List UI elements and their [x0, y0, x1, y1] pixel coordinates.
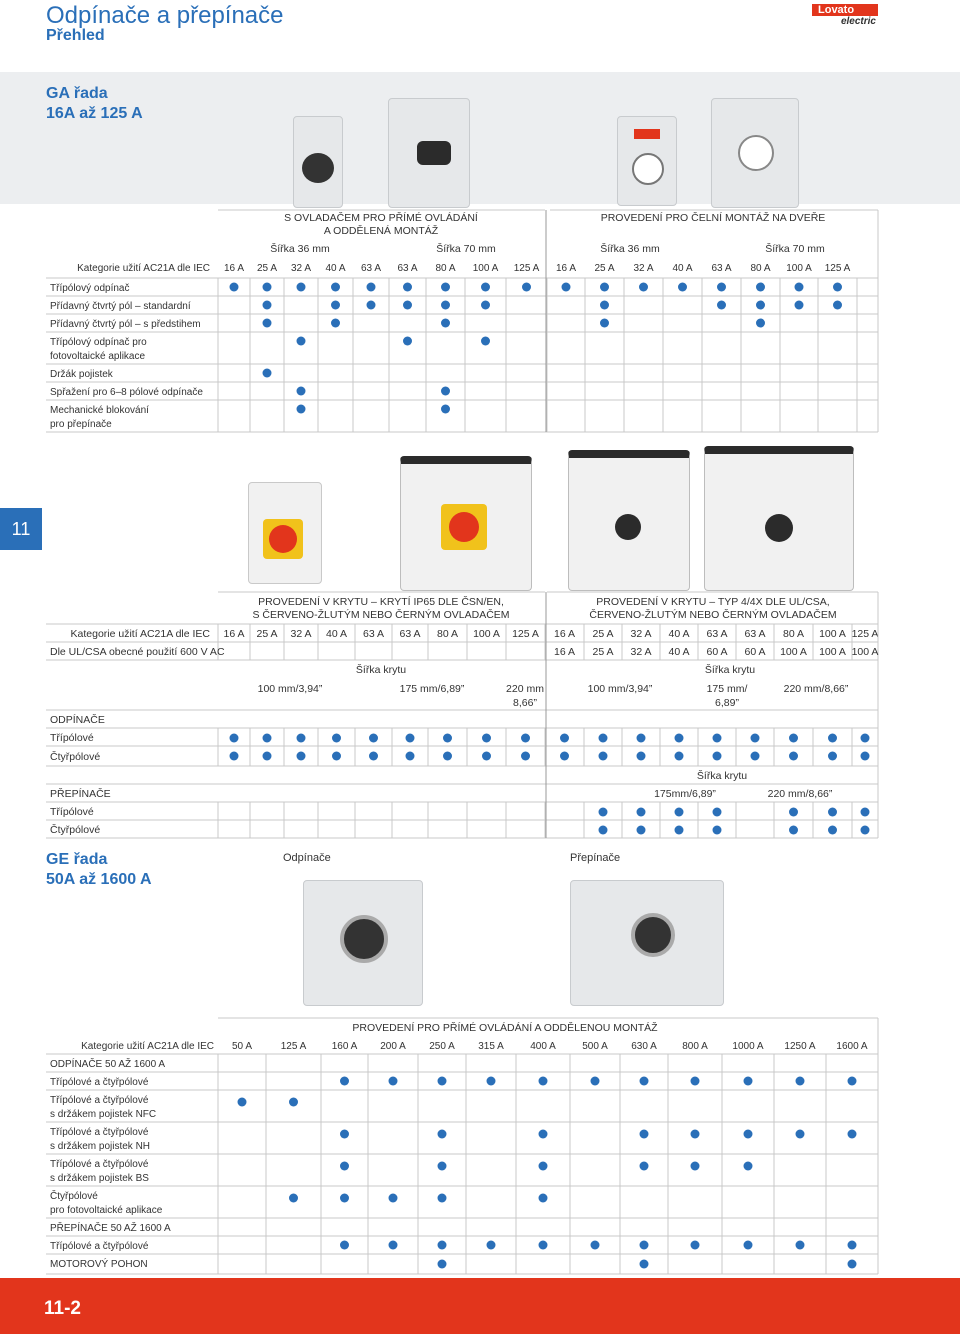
- availability-dot: [795, 283, 804, 292]
- ga-series: GA řada: [46, 85, 108, 102]
- t1-col-header: 25 A: [594, 263, 615, 274]
- availability-dot: [297, 734, 306, 743]
- availability-dot: [691, 1241, 700, 1250]
- availability-dot: [441, 283, 450, 292]
- t1-col-header: 63 A: [397, 263, 418, 274]
- t2-col-header: 125 A: [512, 628, 539, 640]
- availability-dot: [487, 1077, 496, 1086]
- availability-dot: [861, 808, 870, 817]
- t2-ctyrpolove: Čtyřpólové: [50, 824, 101, 836]
- availability-dot: [756, 283, 765, 292]
- t1-width: Šířka 36 mm: [270, 243, 330, 255]
- t1-col-header: 40 A: [672, 263, 693, 274]
- availability-dot: [263, 734, 272, 743]
- availability-dot: [443, 734, 452, 743]
- availability-dot: [522, 283, 531, 292]
- availability-dot: [369, 734, 378, 743]
- availability-dot: [438, 1241, 447, 1250]
- t2-col-header: 63 A: [362, 628, 385, 640]
- availability-dot: [539, 1194, 548, 1203]
- availability-dot: [438, 1077, 447, 1086]
- t3-row-label: Třípólové a čtyřpólové: [50, 1159, 149, 1170]
- t1-row-label: fotovoltaické aplikace: [50, 351, 146, 362]
- availability-dot: [713, 808, 722, 817]
- footer-bar: [0, 1278, 960, 1334]
- t1-width: Šířka 70 mm: [436, 243, 496, 255]
- availability-dot: [230, 734, 239, 743]
- t2-width-val: 220 mm: [506, 683, 544, 695]
- availability-dot: [389, 1241, 398, 1250]
- chapter-tab: 11: [0, 508, 42, 550]
- t1-row-label: Spřažení pro 6–8 pólové odpínače: [50, 387, 203, 398]
- t1-row-label: Třípólový odpínač: [50, 283, 130, 294]
- page-title: Odpínače a přepínače: [46, 2, 284, 29]
- availability-dot: [675, 752, 684, 761]
- availability-dot: [331, 301, 340, 310]
- availability-dot: [828, 808, 837, 817]
- availability-dot: [297, 387, 306, 396]
- t1-row-label: Držák pojistek: [50, 369, 113, 380]
- t1-col-header: 100 A: [472, 263, 499, 274]
- availability-dot: [230, 752, 239, 761]
- availability-dot: [332, 752, 341, 761]
- availability-dot: [848, 1241, 857, 1250]
- t1-row-label: pro přepínače: [50, 419, 112, 430]
- availability-dot: [751, 734, 760, 743]
- availability-dot: [637, 752, 646, 761]
- t2-group1: PROVEDENÍ V KRYTU – KRYTÍ IP65 DLE ČSN/EN,: [258, 596, 504, 608]
- availability-dot: [441, 319, 450, 328]
- availability-dot: [367, 301, 376, 310]
- availability-dot: [406, 752, 415, 761]
- availability-dot: [230, 283, 239, 292]
- t2-group2b: ČERVENO-ŽLUTÝM NEBO ČERNÝM OVLADAČEM: [589, 609, 837, 621]
- t3-row-label: Třípólové a čtyřpólové: [50, 1241, 149, 1252]
- availability-dot: [637, 808, 646, 817]
- availability-dot: [678, 283, 687, 292]
- availability-dot: [861, 752, 870, 761]
- t1-row-label: Přídavný čtvrtý pól – standardní: [50, 301, 191, 312]
- availability-dot: [691, 1162, 700, 1171]
- availability-dot: [675, 808, 684, 817]
- t2-ul-col: 16 A: [553, 646, 576, 658]
- t2-tripolove: Třípólové: [50, 806, 94, 818]
- t2-col-header: 32 A: [630, 628, 652, 640]
- t2-width2-val: 175mm/6,89”: [654, 788, 716, 800]
- t1-col-header: 125 A: [513, 263, 540, 274]
- t2-ul-col: 100 A: [851, 646, 879, 658]
- logo-wordmark: Lovato: [812, 4, 878, 16]
- t2-ul-col: 32 A: [630, 646, 652, 658]
- logo-sub: electric: [840, 16, 876, 27]
- t1-cat-label: Kategorie užití AC21A dle IEC: [77, 263, 210, 274]
- availability-dot: [297, 283, 306, 292]
- ge-product-changeover: [570, 880, 724, 1006]
- t3-row-label: Čtyřpólové: [50, 1191, 98, 1202]
- t3-row-label: Třípólové a čtyřpólové: [50, 1127, 149, 1138]
- availability-dot: [482, 752, 491, 761]
- t2-width-val: 175 mm/: [706, 683, 748, 695]
- ga-range: 16A až 125 A: [46, 105, 143, 122]
- availability-dot: [403, 301, 412, 310]
- t2-col-header: 80 A: [782, 628, 805, 640]
- availability-dot: [599, 734, 608, 743]
- t2-col-header: 63 A: [399, 628, 421, 640]
- availability-dot: [481, 283, 490, 292]
- availability-dot: [560, 734, 569, 743]
- availability-dot: [521, 734, 530, 743]
- availability-dot: [600, 319, 609, 328]
- availability-dot: [389, 1077, 398, 1086]
- t1-col-header: 125 A: [824, 263, 851, 274]
- availability-dot: [441, 405, 450, 414]
- availability-dot: [833, 283, 842, 292]
- t1-col-header: 32 A: [633, 263, 654, 274]
- t2-ul-col: 100 A: [819, 646, 846, 658]
- availability-dot: [340, 1077, 349, 1086]
- availability-dot: [756, 319, 765, 328]
- availability-dot: [539, 1241, 548, 1250]
- t2-group2: PROVEDENÍ V KRYTU – TYP 4/4X DLE UL/CSA,: [596, 596, 830, 608]
- availability-dot: [828, 826, 837, 835]
- t2-width-val: 8,66”: [513, 697, 537, 709]
- t1-row-label: Třípólový odpínač pro: [50, 337, 147, 348]
- availability-dot: [640, 1260, 649, 1269]
- ge-prepinace-label: Přepínače: [570, 852, 621, 864]
- availability-dot: [369, 752, 378, 761]
- availability-dot: [639, 283, 648, 292]
- t2-width2-val: 220 mm/8,66”: [767, 788, 833, 800]
- availability-dot: [795, 301, 804, 310]
- t3-row-label: s držákem pojistek BS: [50, 1173, 149, 1184]
- t2-col-header: 100 A: [473, 628, 500, 640]
- enclosure-product-3: [568, 450, 690, 591]
- availability-dot: [332, 734, 341, 743]
- availability-dot: [756, 301, 765, 310]
- t1-col-header: 80 A: [435, 263, 456, 274]
- availability-dot: [441, 301, 450, 310]
- t2-ul-col: 40 A: [668, 646, 690, 658]
- t2-ul-col: 25 A: [592, 646, 614, 658]
- t2-ul-col: 100 A: [780, 646, 807, 658]
- availability-dot: [481, 301, 490, 310]
- availability-dot: [789, 826, 798, 835]
- availability-dot: [833, 301, 842, 310]
- availability-dot: [675, 826, 684, 835]
- t3-col-header: 400 A: [530, 1041, 556, 1052]
- availability-dot: [406, 734, 415, 743]
- availability-dot: [600, 283, 609, 292]
- t2-col-header: 16 A: [553, 628, 576, 640]
- t2-width2-label: Šířka krytu: [696, 770, 748, 782]
- availability-dot: [796, 1130, 805, 1139]
- ge-series: GE řada: [46, 851, 108, 868]
- t2-prepinace: PŘEPÍNAČE: [50, 788, 111, 800]
- availability-dot: [751, 752, 760, 761]
- availability-dot: [713, 826, 722, 835]
- t2-tripolove: Třípólové: [50, 732, 94, 744]
- t1-col-header: 80 A: [750, 263, 771, 274]
- t3-row-label: ODPÍNAČE 50 AŽ 1600 A: [50, 1059, 166, 1070]
- t2-col-header: 63 A: [706, 628, 728, 640]
- t2-width-label: Šířka krytu: [704, 664, 756, 676]
- availability-dot: [438, 1130, 447, 1139]
- t3-row-label: PŘEPÍNAČE 50 AŽ 1600 A: [50, 1223, 171, 1234]
- availability-dot: [675, 734, 684, 743]
- availability-dot: [238, 1098, 247, 1107]
- t2-ul-col: 60 A: [706, 646, 728, 658]
- availability-dot: [297, 337, 306, 346]
- availability-dot: [263, 283, 272, 292]
- t2-width-val: 100 mm/3,94”: [587, 683, 653, 695]
- availability-dot: [389, 1194, 398, 1203]
- t2-width-val: 6,89”: [715, 697, 739, 709]
- t1-width: Šířka 36 mm: [600, 243, 660, 255]
- t1-col-header: 16 A: [555, 263, 577, 274]
- availability-dot: [340, 1194, 349, 1203]
- availability-dot: [482, 734, 491, 743]
- availability-dot: [521, 752, 530, 761]
- t2-col-header: 25 A: [256, 628, 278, 640]
- t1-group1: S OVLADAČEM PRO PŘÍMÉ OVLÁDÁNÍ: [284, 212, 478, 224]
- availability-dot: [331, 283, 340, 292]
- availability-dot: [289, 1098, 298, 1107]
- t1-group2: PROVEDENÍ PRO ČELNÍ MONTÁŽ NA DVEŘE: [600, 212, 826, 224]
- availability-dot: [591, 1241, 600, 1250]
- t2-col-header: 100 A: [819, 628, 846, 640]
- t3-group: PROVEDENÍ PRO PŘÍMÉ OVLÁDÁNÍ A ODDĚLENOU MONTÁŽ: [352, 1022, 658, 1034]
- t1-col-header: 25 A: [256, 263, 278, 274]
- t3-col-header: 125 A: [280, 1041, 307, 1052]
- t3-col-header: 800 A: [682, 1041, 708, 1052]
- t1-col-header: 63 A: [360, 263, 382, 274]
- availability-dot: [861, 826, 870, 835]
- availability-dot: [599, 826, 608, 835]
- t1-col-header: 40 A: [325, 263, 346, 274]
- availability-dot: [340, 1130, 349, 1139]
- availability-dot: [263, 319, 272, 328]
- availability-dot: [539, 1162, 548, 1171]
- t1-col-header: 63 A: [711, 263, 732, 274]
- t2-group1b: S ČERVENO-ŽLUTÝM NEBO ČERNÝM OVLADAČEM: [252, 609, 510, 621]
- t3-col-header: 200 A: [380, 1041, 406, 1052]
- availability-dot: [340, 1241, 349, 1250]
- t3-row-label: MOTOROVÝ POHON: [50, 1259, 148, 1270]
- t3-col-header: 500 A: [582, 1041, 608, 1052]
- t3-row-label: Třípólové a čtyřpólové: [50, 1077, 149, 1088]
- t2-col-header: 80 A: [436, 628, 459, 640]
- availability-dot: [640, 1241, 649, 1250]
- enclosure-product-2: [400, 456, 532, 591]
- availability-dot: [438, 1194, 447, 1203]
- page-subtitle: Přehled: [46, 27, 105, 44]
- availability-dot: [263, 301, 272, 310]
- t3-col-header: 1000 A: [732, 1041, 764, 1052]
- t1-row-label: Přídavný čtvrtý pól – s předstihem: [50, 319, 201, 330]
- t2-odpinace: ODPÍNAČE: [50, 714, 105, 726]
- t3-row-label: s držákem pojistek NH: [50, 1141, 151, 1152]
- t3-cat-label: Kategorie užití AC21A dle IEC: [81, 1041, 214, 1052]
- availability-dot: [744, 1162, 753, 1171]
- availability-dot: [600, 301, 609, 310]
- availability-dot: [691, 1130, 700, 1139]
- t2-col-header: 125 A: [851, 628, 879, 640]
- availability-dot: [713, 752, 722, 761]
- availability-dot: [744, 1077, 753, 1086]
- availability-dot: [340, 1162, 349, 1171]
- ge-odpinace-label: Odpínače: [283, 852, 331, 864]
- availability-dot: [796, 1241, 805, 1250]
- t3-col-header: 160 A: [331, 1041, 358, 1052]
- availability-dot: [789, 752, 798, 761]
- availability-dot: [560, 752, 569, 761]
- t2-ctyrpolove: Čtyřpólové: [50, 751, 101, 763]
- t3-row-label: s držákem pojistek NFC: [50, 1109, 157, 1120]
- page-number: 11-2: [44, 1298, 81, 1319]
- availability-dot: [289, 1194, 298, 1203]
- availability-dot: [599, 808, 608, 817]
- enclosure-product-4: [704, 446, 854, 591]
- ge-range: 50A až 1600 A: [46, 871, 152, 888]
- availability-dot: [828, 752, 837, 761]
- availability-dot: [263, 369, 272, 378]
- availability-dot: [599, 752, 608, 761]
- t2-width-label: Šířka krytu: [355, 664, 407, 676]
- availability-dot: [487, 1241, 496, 1250]
- availability-dot: [297, 752, 306, 761]
- availability-dot: [562, 283, 571, 292]
- availability-dot: [481, 337, 490, 346]
- t2-width-val: 220 mm/8,66”: [783, 683, 849, 695]
- t3-row-label: Třípólové a čtyřpólové: [50, 1095, 149, 1106]
- availability-dot: [443, 752, 452, 761]
- t1-col-header: 16 A: [223, 263, 245, 274]
- t2-col-header: 40 A: [325, 628, 348, 640]
- availability-dot: [441, 387, 450, 396]
- t2-ul-col: 60 A: [744, 646, 766, 658]
- availability-dot: [637, 826, 646, 835]
- ge-title: [46, 850, 152, 890]
- availability-dot: [848, 1077, 857, 1086]
- availability-dot: [861, 734, 870, 743]
- availability-dot: [789, 808, 798, 817]
- t3-col-header: 50 A: [231, 1041, 253, 1052]
- availability-dot: [640, 1162, 649, 1171]
- availability-dot: [297, 405, 306, 414]
- ge-product-switch: [303, 880, 423, 1006]
- availability-dot: [744, 1130, 753, 1139]
- availability-dot: [640, 1077, 649, 1086]
- t2-width-val: 175 mm/6,89”: [399, 683, 465, 695]
- availability-dot: [367, 283, 376, 292]
- t1-group1b: A ODDĚLENÁ MONTÁŽ: [323, 225, 439, 237]
- t3-row-label: pro fotovoltaické aplikace: [50, 1205, 163, 1216]
- availability-dot: [789, 734, 798, 743]
- availability-dot: [848, 1260, 857, 1269]
- t2-col-header: 63 A: [744, 628, 766, 640]
- t2-col-header: 40 A: [668, 628, 690, 640]
- t2-cat-label: Kategorie užití AC21A dle IEC: [70, 628, 210, 640]
- availability-dot: [438, 1162, 447, 1171]
- t3-col-header: 1250 A: [784, 1041, 816, 1052]
- availability-dot: [713, 734, 722, 743]
- t1-col-header: 100 A: [786, 263, 812, 274]
- availability-dot: [331, 319, 340, 328]
- t1-width: Šířka 70 mm: [765, 243, 825, 255]
- t2-ul-label: Dle UL/CSA obecné použití 600 V AC: [50, 646, 225, 658]
- availability-dot: [591, 1077, 600, 1086]
- t2-col-header: 16 A: [223, 628, 245, 640]
- t3-col-header: 250 A: [429, 1041, 455, 1052]
- availability-dot: [539, 1130, 548, 1139]
- availability-dot: [403, 283, 412, 292]
- t1-col-header: 32 A: [290, 263, 312, 274]
- availability-dot: [796, 1077, 805, 1086]
- availability-dot: [717, 283, 726, 292]
- availability-dot: [691, 1077, 700, 1086]
- availability-dot: [438, 1260, 447, 1269]
- availability-dot: [403, 337, 412, 346]
- availability-dot: [848, 1130, 857, 1139]
- availability-dot: [539, 1077, 548, 1086]
- t3-col-header: 630 A: [631, 1041, 657, 1052]
- availability-dot: [744, 1241, 753, 1250]
- availability-dot: [828, 734, 837, 743]
- t2-col-header: 25 A: [592, 628, 614, 640]
- availability-dot: [640, 1130, 649, 1139]
- t2-width-val: 100 mm/3,94”: [257, 683, 323, 695]
- availability-dot: [717, 301, 726, 310]
- t2-col-header: 32 A: [290, 628, 312, 640]
- t3-col-header: 315 A: [478, 1041, 504, 1052]
- t3-col-header: 1600 A: [836, 1041, 868, 1052]
- availability-dot: [263, 752, 272, 761]
- t1-row-label: Mechanické blokování: [50, 405, 149, 416]
- enclosure-product-1: [248, 482, 322, 584]
- availability-dot: [637, 734, 646, 743]
